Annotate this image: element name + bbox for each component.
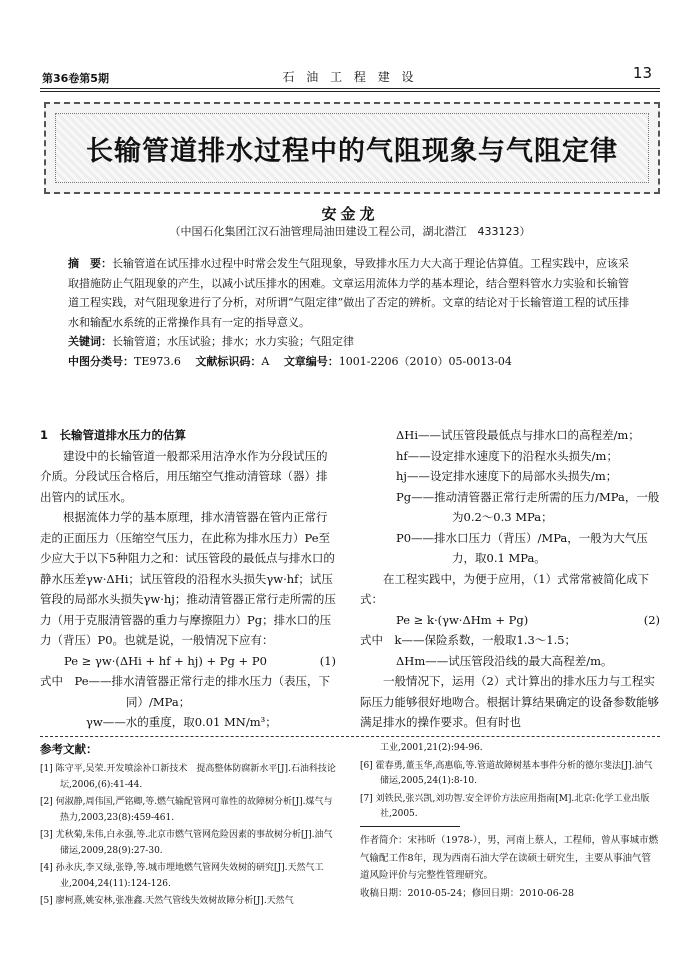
reference-item: [2] 何淑静,周伟国,严铭卿,等.燃气输配管网可靠性的故障树分析[J].煤气与热力,2003,23(8):459-461.	[40, 797, 333, 823]
keywords-label: 关键词：	[68, 335, 112, 348]
article-number-label: 文章编号：	[283, 354, 339, 368]
definition: hf——设定排水速度下的沿程水头损失/m；	[396, 448, 618, 463]
definition: 式中 k——保险系数，一般取1.3～1.5；	[360, 633, 577, 647]
equation-1	[40, 651, 336, 672]
right-column	[360, 425, 660, 733]
definition: ΔHi——试压管段最低点与排水口的高程差/m；	[396, 428, 640, 442]
equation-body: Pe ≥ γw·(ΔHi + hf + hj) + Pg + P0	[64, 653, 267, 668]
clc-code: TE973.6	[134, 354, 181, 368]
equation-2	[360, 610, 660, 631]
title-panel	[55, 113, 649, 183]
reference-item: [5] 廖柯熹,姚安林,张准鑫.天然气管线失效树故障分析[J].天然气	[40, 896, 294, 906]
author-bio	[360, 832, 660, 902]
definition: Pg——推动清管器正常行走所需的压力/MPa，一般为0.2～0.3 MPa；	[396, 489, 660, 524]
definition	[40, 671, 336, 712]
header-rule	[40, 88, 660, 89]
column-separator-line	[40, 736, 660, 737]
paragraph: 一般情况下，运用（2）式计算出的排水压力与工程实际压力能够很好地吻合。根据计算结果确定的设备参数能够满足排水的操作要求。但有时也	[360, 674, 659, 729]
reference-item: [3] 尤秋菊,朱伟,白永强,等.北京市燃气管网危险因素的事故树分析[J].油气储运,2009,28(9):27-30.	[40, 830, 333, 856]
abstract-label: 摘 要：	[68, 257, 112, 270]
definition-text: 排水清管器正常行走的排水压力（表压，下同）/MPa；	[111, 674, 331, 709]
bio-text: 作者简介：宋祎昕（1978-），男，河南上蔡人，工程师，曾从事城市燃气输配工作8年，现为西南石油大学在读硕士研究生，主要从事油气管道风险评价与完整性管理研究。	[360, 835, 659, 881]
reference-item: [4] 孙永庆,李又绿,张铮,等.城市埋地燃气管网失效树的研究[J].天然气工业,2004,24(11):124-126.	[40, 863, 324, 889]
article-number: 1001-2206（2010）05-0013-04	[338, 354, 512, 368]
reference-item: [1] 陈守平,吴荣.开发喷涂补口新技术 提高整体防腐新水平[J].石油科技论坛,2006,(6):41-44.	[40, 764, 336, 790]
section-heading: 1 长输管道排水压力的估算	[40, 428, 187, 442]
journal-name: 石 油 工 程 建 设	[282, 70, 418, 84]
keywords	[68, 332, 634, 352]
doc-code: A	[261, 354, 270, 368]
received-dates: 收稿日期：2010-05-24；修回日期：2010-06-28	[360, 887, 575, 899]
equation-body: Pe ≥ k·(γw·ΔHm + Pg)	[396, 612, 529, 627]
paragraph: 建设中的长输管道一般都采用洁净水作为分段试压的介质。分段试压合格后，用压缩空气推动清管球（器）排出管内的试压水。	[40, 448, 328, 504]
abstract-block	[68, 254, 634, 371]
equation-number: (1)	[319, 653, 336, 668]
reference-item: [7] 刘铁民,张兴凯,刘功智.安全评价方法应用指南[M].北京:化学工业出版社,2005.	[360, 793, 650, 819]
paragraph: 在工程实践中，为便于应用，（1）式常常被简化成下式：	[360, 571, 650, 606]
classification-line	[68, 352, 634, 372]
header-rule-2	[40, 91, 660, 92]
author-name: 安金龙	[321, 205, 379, 223]
paragraph: 根据流体力学的基本原理，排水清管器在管内正常行走的正面压力（压缩空气压力，在此称为排水压力）Pe至少应大于以下5种阻力之和：试压管段的最低点与排水口的静水压差γw·ΔHi；试压管段的沿程水头损失γw·hf；试压管段的局部水头损失γw·hj；推动清管器正常行走所需的压力（用于克服清管器的重力与摩擦阻力）Pg；排水口的压力（背压）P0。也就是说，一般情况下应有：	[40, 510, 336, 647]
equation-number: (2)	[643, 612, 660, 627]
references-heading: 参考文献：	[40, 742, 98, 756]
definition: γw——水的重度，取0.01 MN/m³；	[86, 715, 277, 729]
abstract	[68, 254, 634, 332]
definition: ΔHm——试压管段沿线的最大高程差/m。	[396, 653, 613, 668]
left-column	[40, 425, 336, 733]
references-right	[360, 741, 660, 825]
definition-lead: 式中 Pe——	[40, 674, 112, 688]
keywords-text: 长输管道；水压试验；排水；水力实验；气阻定律	[112, 335, 354, 348]
volume-issue: 第36卷第5期	[42, 72, 109, 85]
page-number: 13	[632, 64, 652, 82]
reference-item: 工业,2001,21(2):94-96.	[380, 743, 483, 753]
bio-rule	[360, 826, 460, 827]
article-title: 长输管道排水过程中的气阻现象与气阻定律	[86, 135, 618, 167]
definition: hj——设定排水速度下的局部水头损失/m；	[396, 469, 618, 483]
clc-label: 中图分类号：	[68, 354, 134, 368]
doc-code-label: 文献标识码：	[195, 354, 262, 368]
author-affiliation: （中国石化集团江汉石油管理局油田建设工程公司，湖北潜江 433123）	[169, 225, 531, 238]
title-frame	[44, 102, 660, 194]
definition: P0——排水口压力（背压）/MPa，一般为大气压力，取0.1 MPa。	[396, 530, 648, 565]
reference-item: [6] 霍春勇,董玉华,高惠临,等.管道故障树基本事件分析的德尔斐法[J].油气储运,2005,24(1):8-10.	[360, 760, 653, 786]
references-left	[40, 762, 336, 912]
abstract-text: 长输管道在试压排水过程中时常会发生气阻现象，导致排水压力大大高于理论估算值。工程实践中，应该采取措施防止气阻现象的产生，以减小试压排水的困难。文章运用流体力学的基本理论，结合塑料管水力实验和长输管道工程实践，对气阻现象进行了分析，对所谓“气阻定律”做出了否定的辨析。文章的结论对于长输管道工程的试压排水和输配水系统的正常操作具有一定的指导意义。	[68, 257, 630, 329]
